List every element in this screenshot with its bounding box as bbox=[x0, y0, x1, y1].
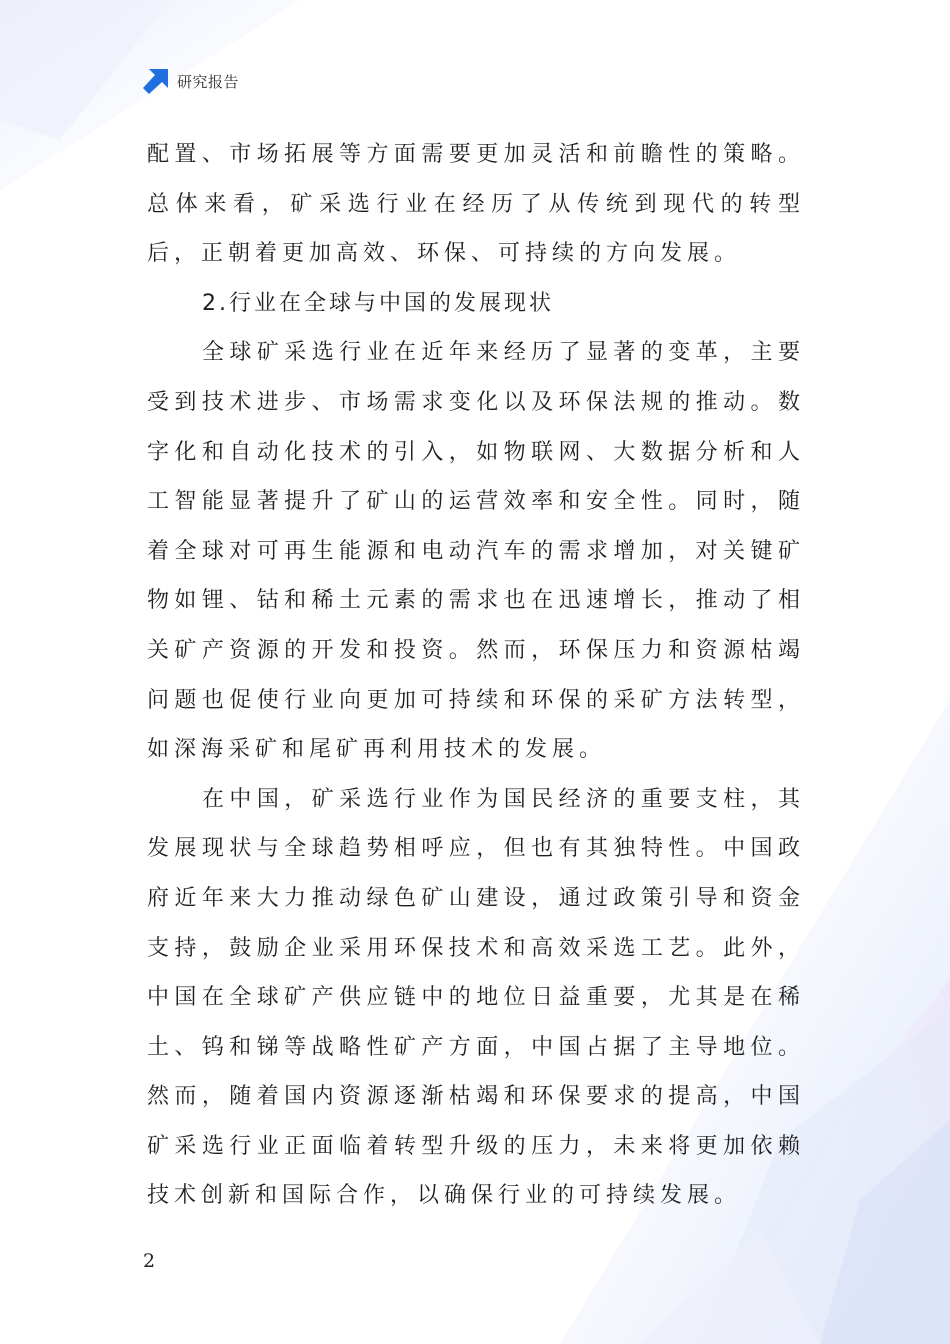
document-body bbox=[147, 130, 805, 1221]
paragraph-china: 在中国，矿采选行业作为国民经济的重要支柱，其发展现状与全球趋势相呼应，但也有其独特性。中国政府近年来大力推动绿色矿山建设，通过政策引导和资金支持，鼓励企业采用环保技术和高效采选工艺。此外，中国在全球矿产供应链中的地位日益重要，尤其是在稀土、钨和锑等战略性矿产方面，中国占据了主导地位。然而，随着国内资源逐渐枯竭和环保要求的提高，中国矿采选行业正面临着转型升级的压力，未来将更加依赖技术创新和国际合作，以确保行业的可持续发展。 bbox=[147, 786, 805, 1209]
section-heading: 2.行业在全球与中国的发展现状 bbox=[202, 290, 554, 316]
arrow-up-right-icon bbox=[143, 68, 169, 94]
header-title: 研究报告 bbox=[177, 72, 240, 91]
paragraph-continued: 配置、市场拓展等方面需要更加灵活和前瞻性的策略。总体来看，矿采选行业在经历了从传统到现代的转型后，正朝着更加高效、环保、可持续的方向发展。 bbox=[147, 142, 805, 267]
paragraph-global: 全球矿采选行业在近年来经历了显著的变革，主要受到技术进步、市场需求变化以及环保法规的推动。数字化和自动化技术的引入，如物联网、大数据分析和人工智能显著提升了矿山的运营效率和安全性。同时，随着全球对可再生能源和电动汽车的需求增加，对关键矿物如锂、钴和稀土元素的需求也在迅速增长，推动了相关矿产资源的开发和投资。然而，环保压力和资源枯竭问题也促使行业向更加可持续和环保的采矿方法转型，如深海采矿和尾矿再利用技术的发展。 bbox=[147, 340, 805, 763]
report-header bbox=[143, 66, 239, 96]
page-number: 2 bbox=[143, 1250, 156, 1272]
